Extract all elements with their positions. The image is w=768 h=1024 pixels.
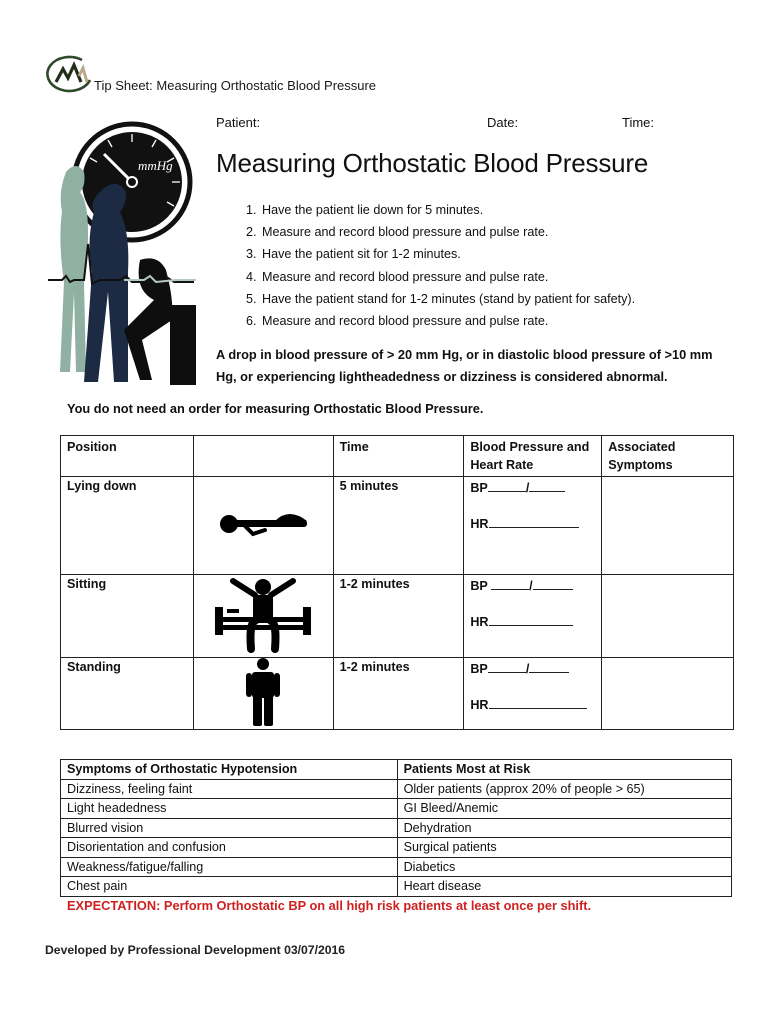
position-cell: Lying down — [61, 477, 194, 575]
bp-label: BP — [470, 579, 488, 593]
bp-hr-cell: BP / HR — [464, 477, 602, 575]
page-title: Measuring Orthostatic Blood Pressure — [216, 148, 649, 178]
table-header-row — [61, 436, 734, 477]
diastolic-input[interactable] — [529, 479, 565, 492]
step-item: 6. Measure and record blood pressure and pulse rate. — [260, 310, 740, 332]
table-row — [61, 818, 732, 838]
heart-rate-input[interactable] — [489, 696, 587, 709]
person-sitting-on-bed-icon — [211, 577, 315, 653]
table-row — [61, 857, 732, 877]
date-label: Date: — [487, 115, 519, 130]
heart-rate-input[interactable] — [489, 515, 579, 528]
symptom-cell: Light headedness — [61, 799, 398, 819]
step-item: 3. Have the patient sit for 1-2 minutes. — [260, 243, 740, 265]
step-item: 2. Measure and record blood pressure and pulse rate. — [260, 221, 740, 243]
symptoms-cell[interactable] — [602, 575, 734, 658]
risk-cell: GI Bleed/Anemic — [397, 799, 731, 819]
risk-cell: Surgical patients — [397, 838, 731, 858]
step-item: 5. Have the patient stand for 1-2 minutes (stand by patient for safety). — [260, 288, 740, 310]
header-risk: Patients Most at Risk — [397, 760, 731, 780]
header-position: Position — [61, 436, 194, 477]
symptom-cell: Dizziness, feeling faint — [61, 779, 398, 799]
risk-cell: Diabetics — [397, 857, 731, 877]
header-icon — [193, 436, 333, 477]
header-symptoms: Symptoms of Orthostatic Hypotension — [61, 760, 398, 780]
symptom-cell: Blurred vision — [61, 818, 398, 838]
table-row-standing — [61, 658, 734, 730]
systolic-input[interactable] — [488, 479, 526, 492]
hr-label: HR — [470, 517, 489, 531]
mountain-logo-icon — [46, 52, 96, 94]
header-symptoms: Associated Symptoms — [602, 436, 734, 477]
time-cell: 5 minutes — [333, 477, 464, 575]
table-row — [61, 779, 732, 799]
hr-label: HR — [470, 698, 489, 712]
table-row — [61, 877, 732, 897]
symptom-cell: Disorientation and confusion — [61, 838, 398, 858]
table-row — [61, 799, 732, 819]
diastolic-input[interactable] — [529, 660, 569, 673]
time-cell: 1-2 minutes — [333, 575, 464, 658]
symptom-cell: Chest pain — [61, 877, 398, 897]
position-table — [60, 435, 734, 730]
symptoms-risk-table — [60, 759, 732, 897]
table-row — [61, 838, 732, 858]
bp-label: BP — [470, 662, 488, 676]
step-item: 1. Have the patient lie down for 5 minutes. — [260, 199, 740, 221]
person-lying-icon — [215, 507, 311, 541]
orthostatic-figures-gauge-illustration — [44, 110, 214, 395]
bp-hr-cell: BP / HR — [464, 575, 602, 658]
systolic-input[interactable] — [491, 577, 529, 590]
patient-label: Patient: — [216, 115, 261, 130]
hr-label: HR — [470, 615, 489, 629]
heart-rate-input[interactable] — [489, 613, 573, 626]
table-row-lying — [61, 477, 734, 575]
diastolic-input[interactable] — [533, 577, 573, 590]
person-standing-icon — [243, 658, 283, 726]
abnormal-criteria-note: A drop in blood pressure of > 20 mm Hg, or in diastolic blood pressure of >10 mm Hg, or experiencing lightheadedness or dizziness is considered abnormal. — [216, 347, 713, 384]
step-item: 4. Measure and record blood pressure and pulse rate. — [260, 266, 740, 288]
expectation-note: EXPECTATION: Perform Orthostatic BP on all high risk patients at least once per shift. — [67, 898, 592, 913]
time-cell: 1-2 minutes — [333, 658, 464, 730]
no-order-note: You do not need an order for measuring Orthostatic Blood Pressure. — [67, 401, 484, 416]
risk-cell: Older patients (approx 20% of people > 65) — [397, 779, 731, 799]
systolic-input[interactable] — [488, 660, 526, 673]
bp-label: BP — [470, 481, 488, 495]
header-time: Time — [333, 436, 464, 477]
header-bp-hr: Blood Pressure and Heart Rate — [464, 436, 602, 477]
time-label: Time: — [622, 115, 655, 130]
table-header-row — [61, 760, 732, 780]
footer-credit: Developed by Professional Development 03/07/2016 — [45, 943, 346, 957]
symptoms-cell[interactable] — [602, 477, 734, 575]
gauge-label: mmHg — [138, 158, 173, 173]
risk-cell: Heart disease — [397, 877, 731, 897]
bp-hr-cell: BP / HR — [464, 658, 602, 730]
steps-list — [232, 199, 740, 332]
header-title: Tip Sheet: Measuring Orthostatic Blood Pressure — [94, 78, 377, 93]
table-row-sitting — [61, 575, 734, 658]
symptom-cell: Weakness/fatigue/falling — [61, 857, 398, 877]
risk-cell: Dehydration — [397, 818, 731, 838]
position-cell: Standing — [61, 658, 194, 730]
position-cell: Sitting — [61, 575, 194, 658]
symptoms-cell[interactable] — [602, 658, 734, 730]
